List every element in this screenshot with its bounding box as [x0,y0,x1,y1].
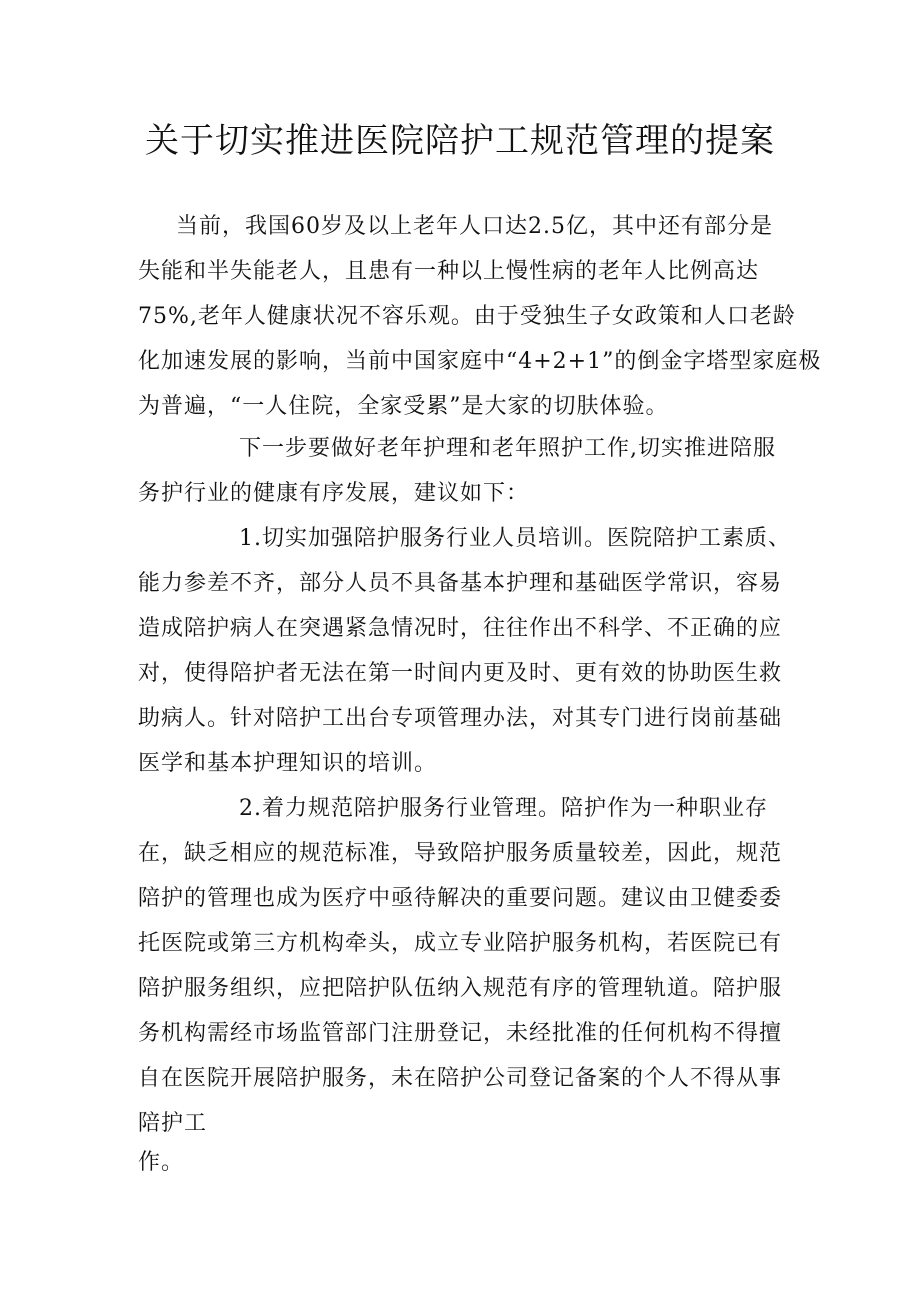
paragraph-line: 医学和基本护理知识的培训。 [138,751,438,776]
paragraph-line: 陪护的管理也成为医疗中亟待解决的重要问题。建议由卫健委委 [138,886,783,911]
paragraph-line: 陪护服务组织，应把陪护队伍纳入规范有序的管理轨道。陪护服 [138,976,783,1001]
paragraph-line: 作。 [138,1150,185,1175]
paragraph-line: 1.切实加强陪护服务行业人员培训。医院陪护工素质、 [239,526,791,551]
paragraph-line: 陪护工 [138,1111,208,1136]
paragraph-line: 造成陪护病人在突遇紧急情况时，往往作出不科学、不正确的应 [138,616,783,641]
paragraph-line: 75%,老年人健康状况不容乐观。由于受独生子女政策和人口老龄 [138,304,796,329]
paragraph-line: 当前，我国60岁及以上老年人口达2.5亿，其中还有部分是 [176,214,773,239]
paragraph-line: 下一步要做好老年护理和老年照护工作,切实推进陪服 [239,436,776,461]
paragraph-line: 能力参差不齐，部分人员不具备基本护理和基础医学常识，容易 [138,571,783,596]
paragraph-line: 失能和半失能老人，且患有一种以上慢性病的老年人比例高达 [138,259,760,284]
paragraph-line: 自在医院开展陪护服务，未在陪护公司登记备案的个人不得从事 [138,1066,783,1091]
paragraph-line: 化加速发展的影响，当前中国家庭中“4+2+1”的倒金字塔型家庭极 [138,349,822,374]
paragraph-line: 为普遍，“一人住院，全家受累”是大家的切肤体验。 [138,394,669,419]
paragraph-line: 2.着力规范陪护服务行业管理。陪护作为一种职业存 [239,796,768,821]
paragraph-line: 助病人。针对陪护工出台专项管理办法，对其专门进行岗前基础 [138,706,783,731]
paragraph-line: 务护行业的健康有序发展，建议如下： [138,481,530,506]
paragraph-line: 对，使得陪护者无法在第一时间内更及时、更有效的协助医生救 [138,661,783,686]
paragraph-line: 托医院或第三方机构牵头，成立专业陪护服务机构，若医院已有 [138,931,783,956]
document-title: 关于切实推进医院陪护工规范管理的提案 [145,121,775,161]
paragraph-line: 务机构需经市场监管部门注册登记，未经批准的任何机构不得擅 [138,1021,783,1046]
paragraph-line: 在，缺乏相应的规范标准，导致陪护服务质量较差，因此，规范 [138,841,783,866]
